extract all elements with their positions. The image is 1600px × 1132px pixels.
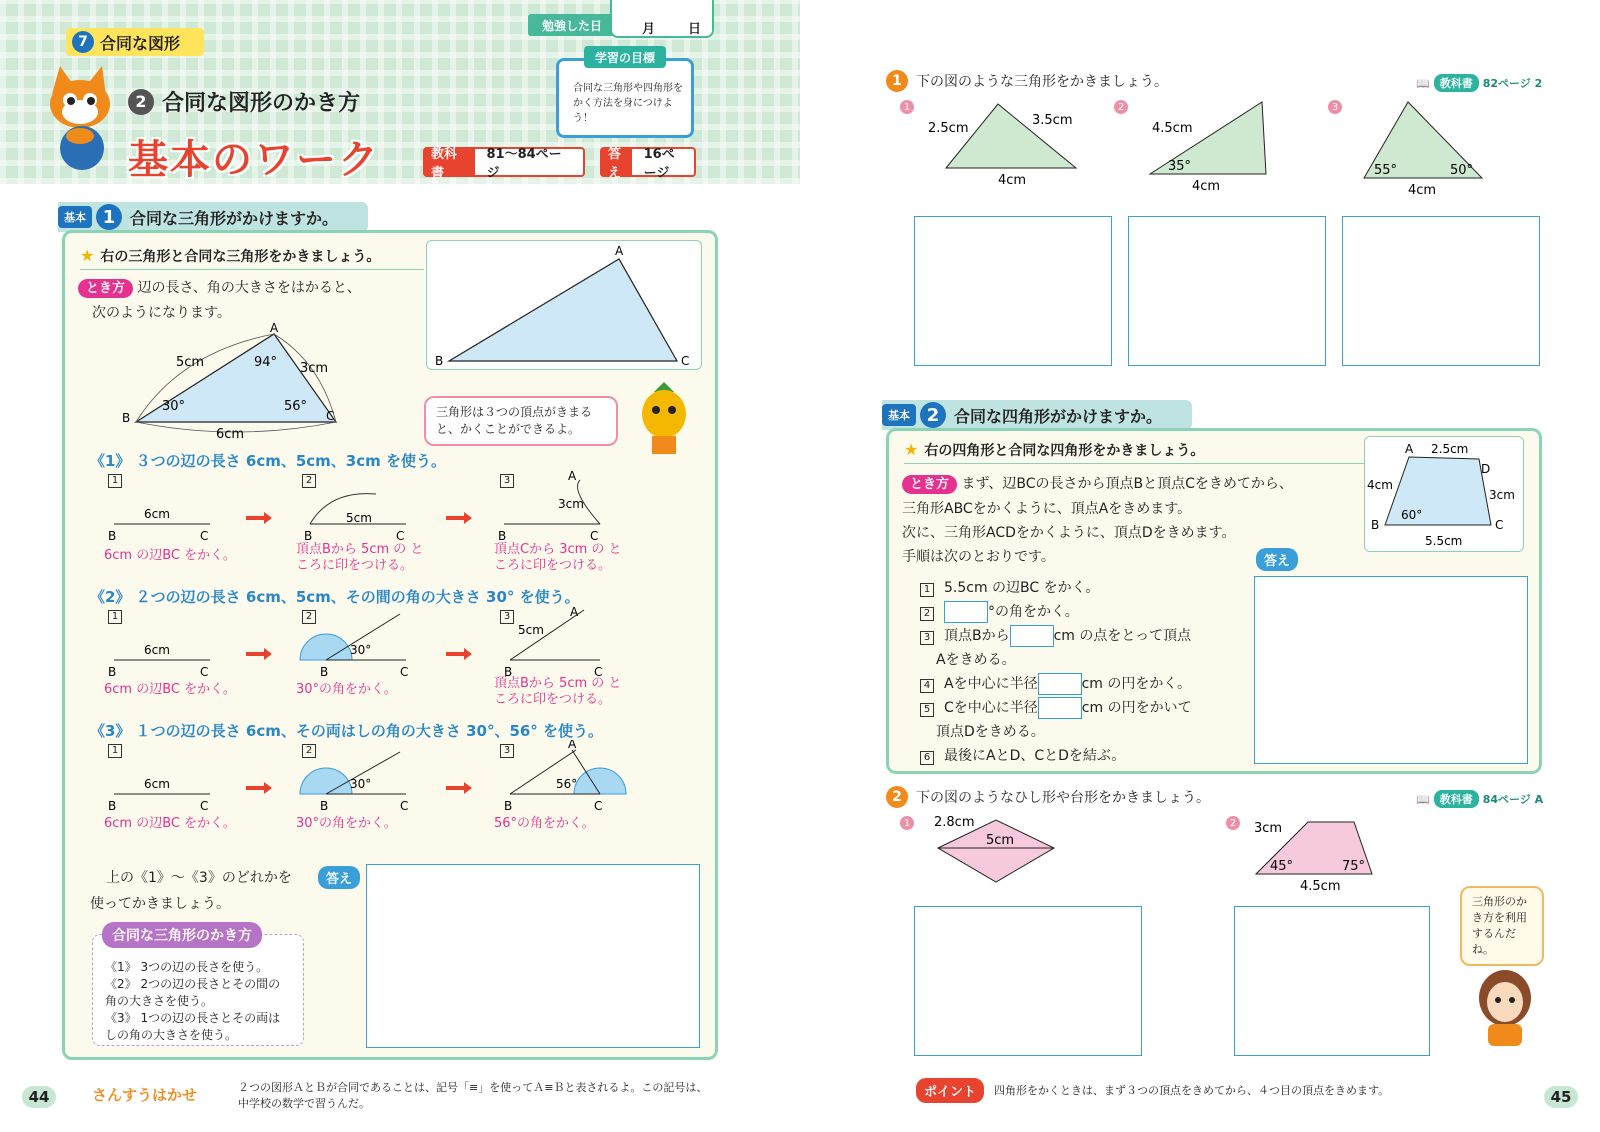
day-label: 日 (688, 22, 702, 37)
answer-ref-page: 16ページ (643, 147, 675, 181)
m3-step2-num: 2 (302, 744, 316, 758)
footer-tip: ２つの図形ＡとＢが合同であることは、記号「≡」を使ってＡ≡Ｂと表されるよ。この記号は、中学校の数学で習うんだ。 (238, 1081, 708, 1110)
m3-s1-c: C (200, 799, 209, 813)
m1-s3-b: B (498, 529, 507, 543)
footer-logo: さんすうはかせ (92, 1086, 198, 1104)
q1-number: 1 (886, 70, 908, 92)
answer-ref-label: 答え (602, 149, 632, 175)
answer-box-quad[interactable] (1254, 576, 1528, 764)
step3-num: 3 (920, 631, 934, 645)
procedure-step-5 (920, 696, 1250, 720)
m1-caption2: 頂点Bから 5cm の ところに印をつける。 (296, 542, 424, 573)
m1-s3-c: C (590, 529, 599, 543)
step5-text-b: cm の円をかいて (1081, 700, 1192, 716)
q1-ref-page: 82ページ 2 (1482, 77, 1543, 90)
learning-goal: 合同な三角形や四角形をかく方法を身につけよう！ (556, 58, 694, 138)
method3-diagrams (100, 740, 640, 820)
m2-s3-c: C (594, 665, 603, 679)
textbook-ref-pages: 81〜84ページ (486, 147, 562, 181)
intro-line1: 辺の長さ、角の大きさをはかると、 (137, 280, 361, 296)
m2-step1-num: 1 (108, 610, 122, 624)
example-angle-c: 56° (284, 399, 308, 414)
q2-r1-b: 5cm (986, 833, 1015, 848)
section2-instruction (904, 436, 1364, 464)
m3-s3-ang: 56° (556, 777, 578, 791)
step6-num: 6 (920, 751, 934, 765)
m1-step2-num: 2 (302, 474, 316, 488)
m2-step2-num: 2 (302, 610, 316, 624)
q1-t2-c: 4cm (1192, 179, 1221, 194)
q1-t3-ang2: 50° (1450, 163, 1474, 178)
answer-label-2: 答え (1256, 548, 1298, 571)
step5-continuation: 頂点Dをきめる。 (936, 724, 1045, 740)
quad-a: A (1405, 442, 1414, 456)
answer-label: 答え (318, 866, 360, 889)
point-note (916, 1078, 1389, 1103)
q1-t3-c: 4cm (1408, 183, 1437, 194)
example-vertex-a: A (270, 322, 279, 335)
m1-s2-c: C (396, 529, 405, 543)
month-label: 月 (642, 22, 656, 37)
m2-caption2: 30°の角をかく。 (296, 682, 397, 697)
quad-ab: 4cm (1367, 478, 1393, 492)
procedure-steps (920, 576, 1250, 768)
q2-r2-a: 3cm (1254, 821, 1283, 836)
procedure-step-6 (920, 744, 1250, 768)
m2-s2-ang: 30° (350, 643, 372, 657)
cat-mascot-icon (40, 64, 120, 176)
m1-step3-num: 3 (500, 474, 514, 488)
q1-triangle1 (928, 98, 1088, 188)
method2-diagrams (100, 606, 640, 686)
tokikata-label-2: とき方 (902, 475, 957, 494)
section1-instruction-text: 右の三角形と合同な三角形をかきましょう。 (100, 248, 381, 265)
procedure-step-4 (920, 672, 1250, 696)
quad-figure-box (1364, 436, 1524, 552)
explain-line4: 手順は次のとおりです。 (902, 549, 1055, 565)
method-item-1: 《1》 3つの辺の長さを使う。 (105, 960, 269, 974)
girl-speech-bubble: 三角形のかき方を利用するんだね。 (1460, 886, 1544, 966)
section2-instruction-text: 右の四角形と合同な四角形をかきましょう。 (924, 442, 1205, 459)
q1-item3-num: 3 (1328, 100, 1342, 114)
explain-line2: 三角形ABCをかくように、頂点Aをきめます。 (902, 501, 1192, 517)
m2-s2-c: C (400, 665, 409, 679)
step1-num: 1 (920, 583, 934, 597)
q2-answer-box-2[interactable] (1234, 906, 1430, 1056)
target-triangle (427, 241, 703, 371)
protractor-icon (300, 768, 352, 794)
section2-title: 合同な四角形がかけますか。 (954, 406, 1163, 426)
m1-s3-len: 3cm (558, 497, 584, 511)
girl-character-icon (1470, 968, 1540, 1048)
q1-ref-tag: 教科書 (1434, 74, 1479, 92)
q2-item2-num: 2 (1226, 816, 1240, 830)
section1-badge: 基本 (58, 206, 92, 228)
method1-diagrams (100, 470, 640, 550)
arrow-icon (446, 648, 472, 660)
m3-caption2: 30°の角をかく。 (296, 816, 397, 831)
m1-s1-len: 6cm (144, 507, 170, 521)
m2-s3-a: A (570, 606, 579, 619)
q1-triangle2 (1142, 98, 1282, 194)
quad-b: B (1371, 518, 1380, 532)
q2-r2-ang2: 75° (1342, 859, 1366, 874)
q1-answer-box-1[interactable] (914, 216, 1112, 366)
q2-trapezoid (1250, 812, 1390, 892)
method1-text: 《1》 ３つの辺の長さ 6cm、5cm、3cm を使う。 (90, 452, 446, 470)
q2-text: 下の図のようなひし形や台形をかきましょう。 (916, 790, 1210, 806)
book-icon: 📖 (1416, 76, 1430, 90)
example-angle-a: 94° (254, 355, 278, 370)
method-item-3: 《3》 1つの辺の長さとその両はしの角の大きさを使う。 (105, 1011, 281, 1042)
textbook-ref (423, 147, 585, 181)
m1-step1-num: 1 (108, 474, 122, 488)
m2-s1-b: B (108, 665, 117, 679)
example-side-ab: 5cm (176, 355, 205, 370)
m3-s1-b: B (108, 799, 117, 813)
q2-number: 2 (886, 786, 908, 808)
q1-item1-num: 1 (900, 100, 914, 114)
m3-s2-b: B (320, 799, 329, 813)
q2-answer-box-1[interactable] (914, 906, 1142, 1056)
arrow-icon (246, 512, 272, 524)
page-number-right: 45 (1544, 1086, 1578, 1108)
answer-ref (600, 147, 696, 181)
step3-length-input[interactable] (1010, 625, 1054, 647)
m2-step3-num: 3 (500, 610, 514, 624)
m2-s2-b: B (320, 665, 329, 679)
quad-figure (1365, 437, 1525, 553)
m2-s3-b: B (504, 665, 513, 679)
target-vertex-b: B (435, 354, 444, 368)
step4-num: 4 (920, 679, 934, 693)
studied-date-label: 勉強した日 (528, 14, 616, 36)
tokikata-intro (78, 276, 418, 325)
quad-ad: 2.5cm (1431, 442, 1469, 456)
example-angle-b: 30° (162, 399, 186, 414)
m3-caption1: 6cm の辺BC をかく。 (104, 816, 236, 831)
step5-radius-input[interactable] (1038, 697, 1082, 719)
pineapple-speech-bubble: 三角形は３つの頂点がきまると、かくことができるよ。 (424, 396, 618, 446)
q1-t1-b: 3.5cm (1032, 113, 1073, 128)
m3-s3-b: B (504, 799, 513, 813)
m2-s3-len: 5cm (518, 623, 544, 637)
step2-text: °の角をかく。 (988, 604, 1079, 620)
quad-ang-b: 60° (1401, 508, 1423, 522)
m1-s2-len: 5cm (346, 511, 372, 525)
m3-caption3: 56°の角をかく。 (494, 816, 595, 831)
step4-text-b: cm の円をかく。 (1081, 676, 1192, 692)
method1-heading (90, 450, 446, 471)
m1-s3-a: A (568, 470, 577, 483)
star-icon: ★ (80, 246, 95, 265)
step3-text-b: cm の点をとって頂点 (1053, 628, 1192, 644)
procedure-step-1 (920, 576, 1250, 600)
chapter-number: 7 (72, 31, 94, 53)
section1-title: 合同な三角形がかけますか。 (130, 208, 339, 228)
step3-continuation: Aをきめる。 (936, 652, 1016, 668)
target-triangle-box (426, 240, 702, 370)
step6-text: 最後にAとD、CとDを結ぶ。 (944, 748, 1126, 764)
point-label: ポイント (916, 1078, 984, 1103)
arrow-icon (446, 512, 472, 524)
target-vertex-c: C (681, 354, 690, 368)
example-vertex-b: B (122, 411, 131, 425)
m2-s1-len: 6cm (144, 643, 170, 657)
point-text: 四角形をかくときは、まず３つの頂点をきめてから、４つ目の頂点をきめます。 (994, 1083, 1390, 1097)
method-summary-title: 合同な三角形のかき方 (102, 922, 262, 948)
step2-num: 2 (920, 607, 934, 621)
m2-caption3: 頂点Bから 5cm の ところに印をつける。 (494, 676, 622, 707)
step5-text-a: Cを中心に半径 (944, 700, 1038, 716)
q2-r1-a: 2.8cm (934, 815, 975, 830)
q2-textbook-ref (1416, 790, 1543, 808)
page-number-left: 44 (22, 1086, 56, 1108)
section2-number: 2 (920, 402, 946, 428)
method-summary (92, 934, 304, 1046)
step1-text: 5.5cm の辺BC をかく。 (944, 580, 1100, 596)
star-icon: ★ (904, 440, 919, 459)
example-vertex-c: C (326, 409, 335, 423)
q1-t1-c: 4cm (998, 173, 1027, 188)
m3-s2-ang: 30° (350, 777, 372, 791)
example-side-ac: 3cm (300, 361, 329, 376)
use-text-line2: 使ってかきましょう。 (90, 896, 230, 912)
m3-s1-len: 6cm (144, 777, 170, 791)
book-icon: 📖 (1416, 792, 1430, 806)
protractor-icon (300, 634, 352, 660)
intro-line2: 次のようになります。 (92, 305, 231, 321)
m1-caption3: 頂点Cから 3cm の ところに印をつける。 (494, 542, 622, 573)
target-vertex-a: A (615, 244, 624, 258)
procedure-step-2 (920, 600, 1250, 624)
q2-item1-num: 1 (900, 816, 914, 830)
q1-t1-a: 2.5cm (928, 121, 969, 136)
lesson-number: 2 (128, 89, 154, 115)
q1-triangle3 (1356, 98, 1486, 194)
quad-bc: 5.5cm (1425, 534, 1463, 548)
q2-r2-ang1: 45° (1270, 859, 1294, 874)
study-date-box[interactable] (610, 0, 714, 38)
procedure-step-3 (920, 624, 1250, 648)
step2-angle-input[interactable] (944, 601, 988, 623)
step4-text-a: Aを中心に半径 (944, 676, 1038, 692)
m1-caption1: 6cm の辺BC をかく。 (104, 548, 236, 563)
method2-text: 《2》 ２つの辺の長さ 6cm、5cm、その間の角の大きさ 30° を使う。 (90, 588, 580, 606)
example-side-bc: 6cm (216, 427, 245, 440)
method3-heading (90, 720, 603, 741)
arrow-icon (446, 782, 472, 794)
section1-number: 1 (96, 204, 122, 230)
q1-item2-num: 2 (1114, 100, 1128, 114)
m1-s2-b: B (304, 529, 313, 543)
method3-text: 《3》 １つの辺の長さ 6cm、その両はしの角の大きさ 30°、56° を使う。 (90, 722, 604, 740)
arrow-icon (246, 648, 272, 660)
quad-c: C (1495, 518, 1504, 532)
q1-textbook-ref (1416, 74, 1542, 92)
chapter-title: 合同な図形 (100, 33, 181, 53)
protractor-icon (574, 768, 626, 794)
section2-header (882, 400, 1192, 430)
m1-s1-b: B (108, 529, 117, 543)
arrow-icon (246, 782, 272, 794)
q1-text: 下の図のような三角形をかきましょう。 (916, 74, 1168, 90)
q2-rhombus (930, 812, 1080, 892)
method-item-2: 《2》 2つの辺の長さとその間の角の大きさを使う。 (105, 977, 281, 1008)
quad-d: D (1481, 462, 1491, 476)
m3-s3-c: C (594, 799, 603, 813)
tokikata-label: とき方 (78, 279, 133, 298)
step3-text-a: 頂点Bから (944, 628, 1010, 644)
q1-answer-box-3[interactable] (1342, 216, 1540, 366)
section2-badge: 基本 (882, 404, 916, 426)
q2-ref-tag: 教科書 (1434, 790, 1479, 808)
m2-s1-c: C (200, 665, 209, 679)
pineapple-mascot-icon (636, 382, 692, 458)
q2-ref-page: 84ページ A (1482, 793, 1544, 806)
lesson-title (128, 86, 360, 117)
m3-s2-c: C (400, 799, 409, 813)
section1-header (58, 202, 368, 232)
explain-line1: まず、辺BCの長さから頂点Bと頂点Cをきめてから、 (961, 476, 1293, 492)
chapter-label (66, 28, 204, 56)
m3-step1-num: 1 (108, 744, 122, 758)
basic-work-title: 基本のワーク (128, 137, 380, 183)
step5-num: 5 (920, 703, 934, 717)
answer-box-triangle[interactable] (366, 864, 700, 1048)
textbook-ref-label: 教科書 (425, 149, 475, 175)
m2-caption1: 6cm の辺BC をかく。 (104, 682, 236, 697)
method2-heading (90, 586, 580, 607)
q1-answer-box-2[interactable] (1128, 216, 1326, 366)
lesson-title-text: 合同な図形のかき方 (162, 91, 361, 116)
q2-r2-c: 4.5cm (1300, 879, 1341, 892)
m3-s3-a: A (568, 740, 577, 751)
q1-t2-a: 4.5cm (1152, 121, 1193, 136)
example-triangle (120, 322, 350, 440)
m1-s1-c: C (200, 529, 209, 543)
explain-line3: 次に、三角形ACDをかくように、頂点Dをきめます。 (902, 525, 1236, 541)
step4-radius-input[interactable] (1038, 673, 1082, 695)
q1-t2-ang: 35° (1168, 159, 1192, 174)
use-text-line1: 上の《1》〜《3》のどれかを (106, 870, 292, 886)
learning-goal-tag: 学習の目標 (584, 46, 666, 68)
section1-instruction (80, 242, 424, 270)
q1-t3-ang1: 55° (1374, 163, 1398, 178)
m3-step3-num: 3 (500, 744, 514, 758)
quad-dc: 3cm (1489, 488, 1515, 502)
